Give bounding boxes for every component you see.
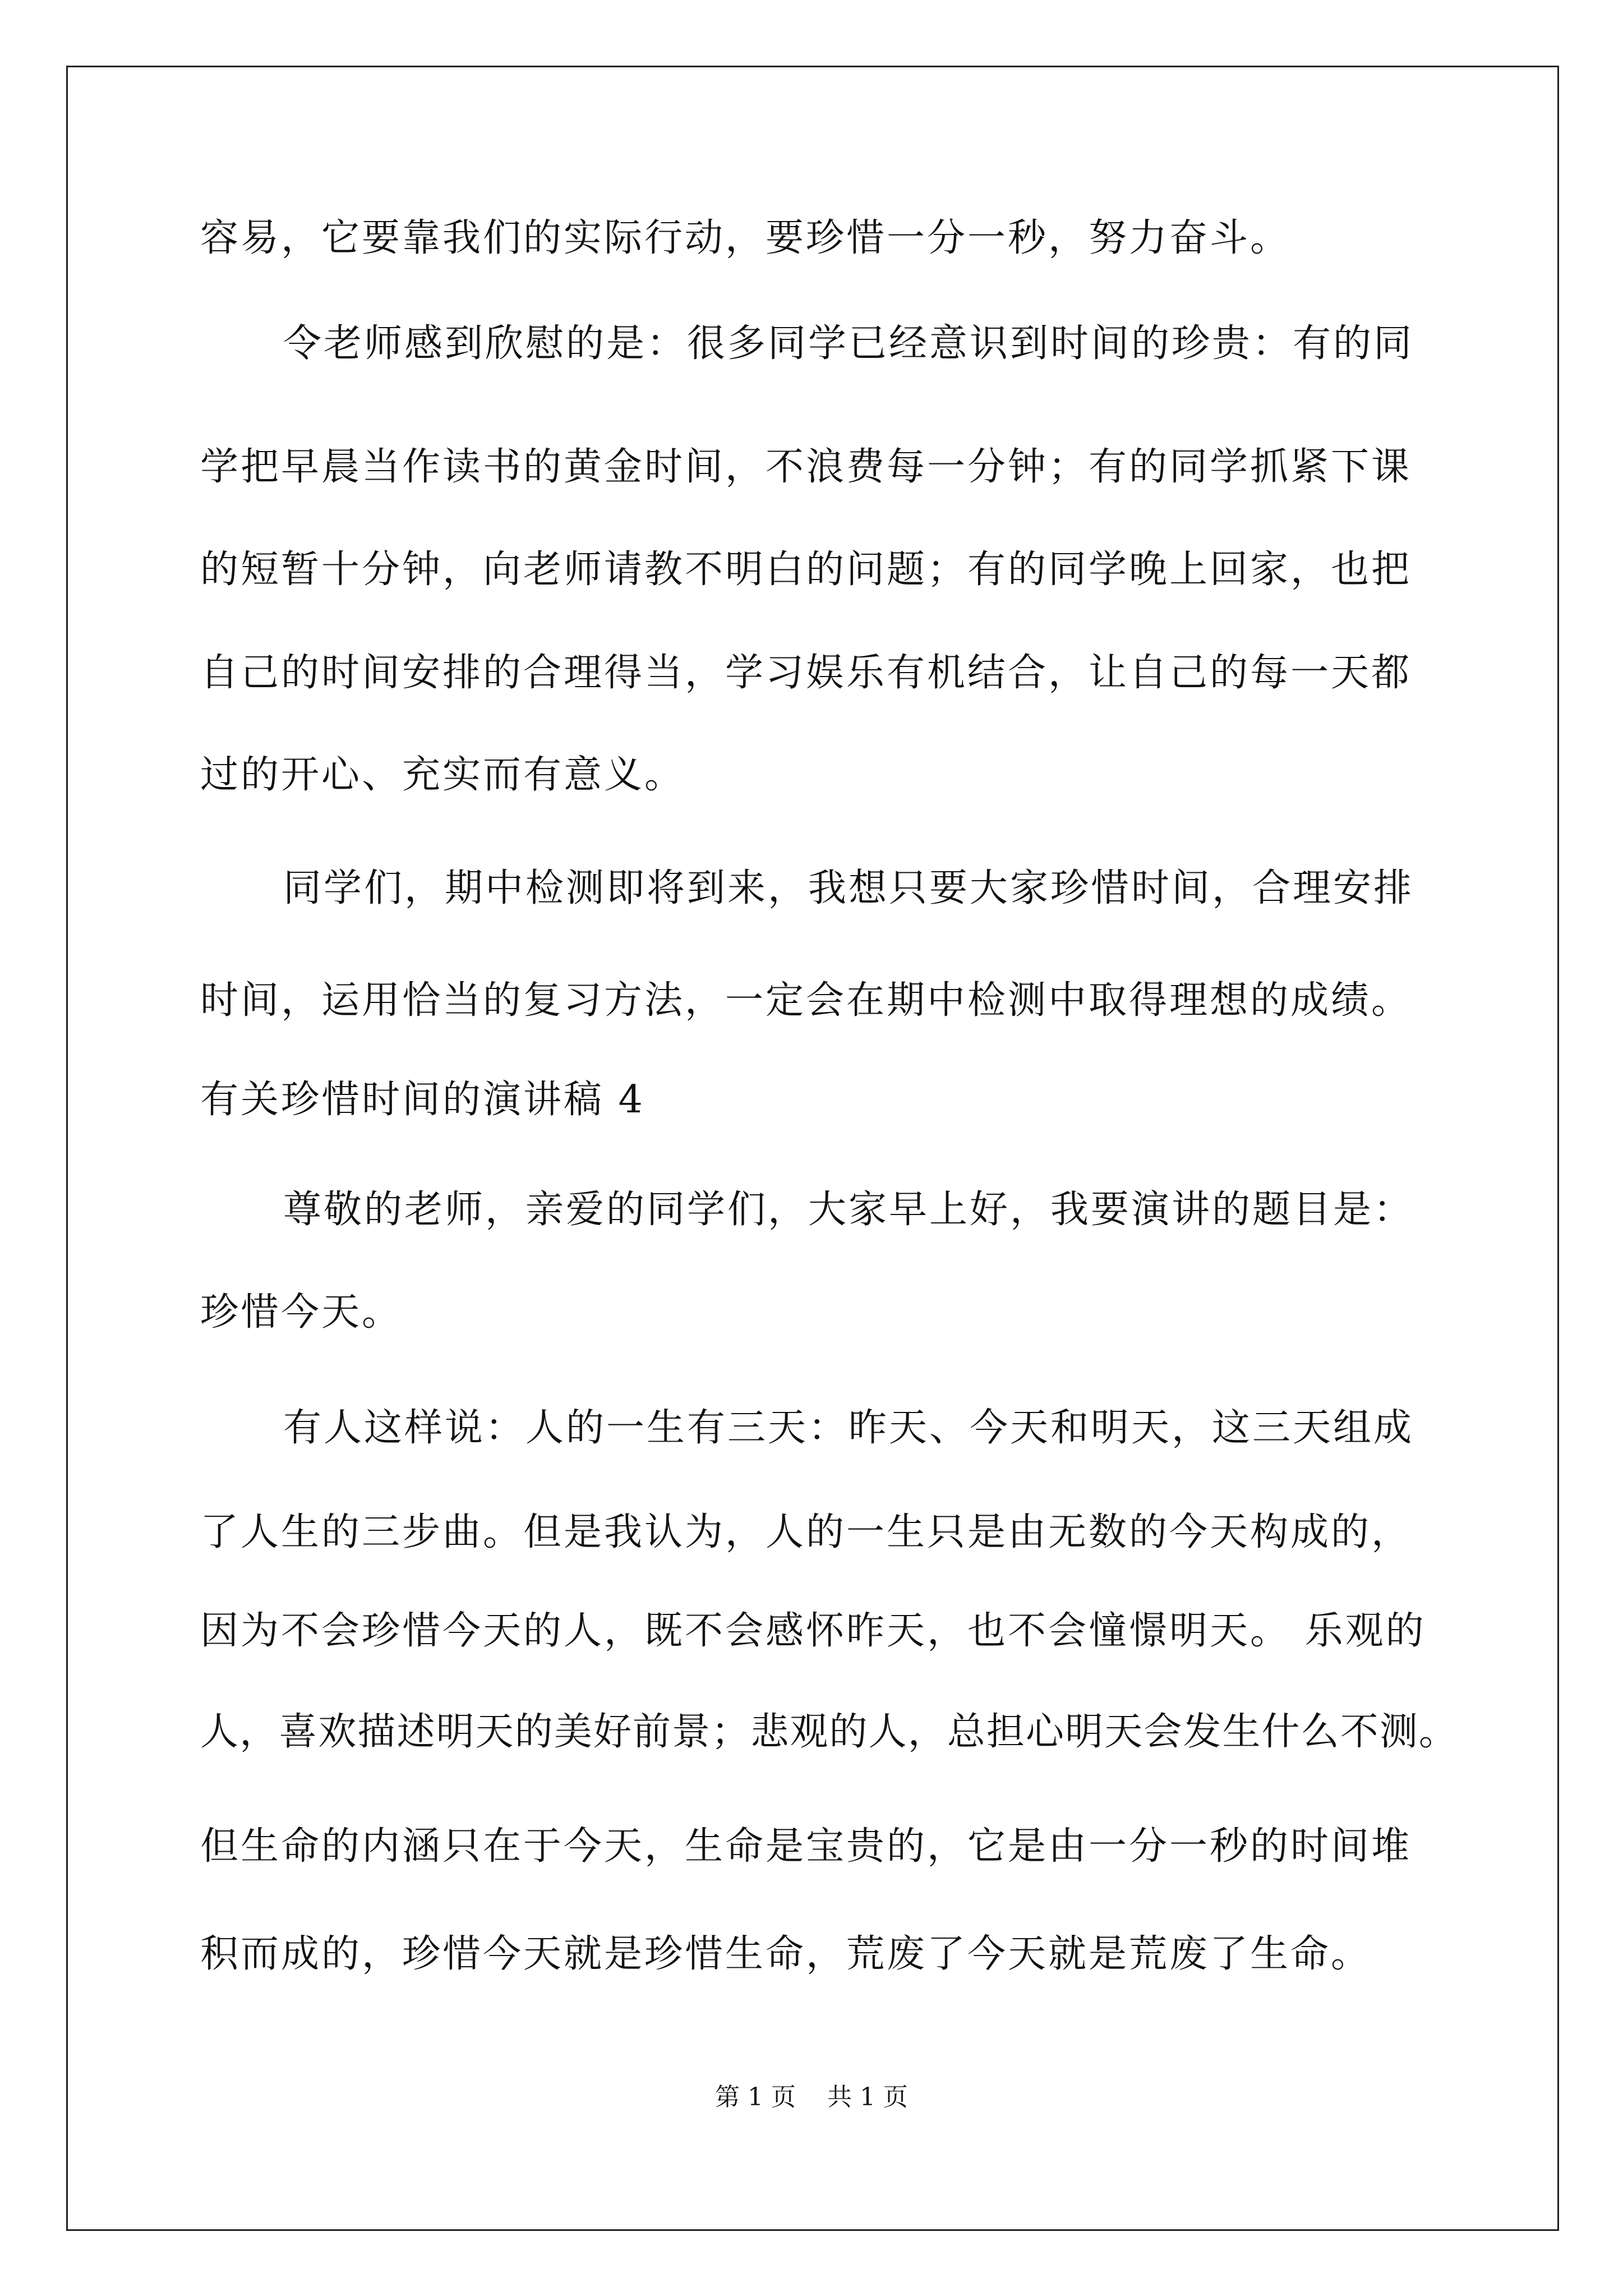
text-line-15: 人，喜欢描述明天的美好前景；悲观的人，总担心明天会发生什么不测。 <box>200 1710 1459 1754</box>
text-line-12: 有人这样说：人的一生有三天：昨天、今天和明天，这三天组成 <box>283 1406 1414 1450</box>
text-line-16: 但生命的内涵只在于今天，生命是宝贵的，它是由一分一秒的时间堆 <box>200 1824 1412 1869</box>
section-heading: 有关珍惜时间的演讲稿 4 <box>200 1078 645 1122</box>
text-line-14: 因为不会珍惜今天的人，既不会感怀昨天，也不会憧憬明天。 乐观的 <box>200 1609 1426 1653</box>
text-line-11: 珍惜今天。 <box>200 1290 403 1335</box>
text-line-5: 自己的时间安排的合理得当，学习娱乐有机结合，让自己的每一天都 <box>200 651 1412 695</box>
text-line-10: 尊敬的老师，亲爱的同学们，大家早上好，我要演讲的题目是： <box>283 1188 1414 1232</box>
text-line-6: 过的开心、充实而有意义。 <box>200 753 685 797</box>
text-line-13: 了人生的三步曲。但是我认为，人的一生只是由无数的今天构成的， <box>200 1510 1412 1554</box>
page-number-footer: 第 1 页 共 1 页 <box>715 2083 908 2111</box>
text-line-17: 积而成的，珍惜今天就是珍惜生命，荒废了今天就是荒废了生命。 <box>200 1932 1372 1976</box>
text-line-1: 容易，它要靠我们的实际行动，要珍惜一分一秒，努力奋斗。 <box>200 216 1291 260</box>
text-line-7: 同学们，期中检测即将到来，我想只要大家珍惜时间，合理安排 <box>283 866 1414 910</box>
text-line-4: 的短暂十分钟，向老师请教不明白的问题；有的同学晚上回家，也把 <box>200 547 1412 592</box>
text-line-3: 学把早晨当作读书的黄金时间，不浪费每一分钟；有的同学抓紧下课 <box>200 445 1412 489</box>
text-line-8: 时间，运用恰当的复习方法，一定会在期中检测中取得理想的成绩。 <box>200 978 1412 1023</box>
page-border <box>66 66 1559 2231</box>
text-line-2: 令老师感到欣慰的是：很多同学已经意识到时间的珍贵：有的同 <box>283 321 1414 366</box>
